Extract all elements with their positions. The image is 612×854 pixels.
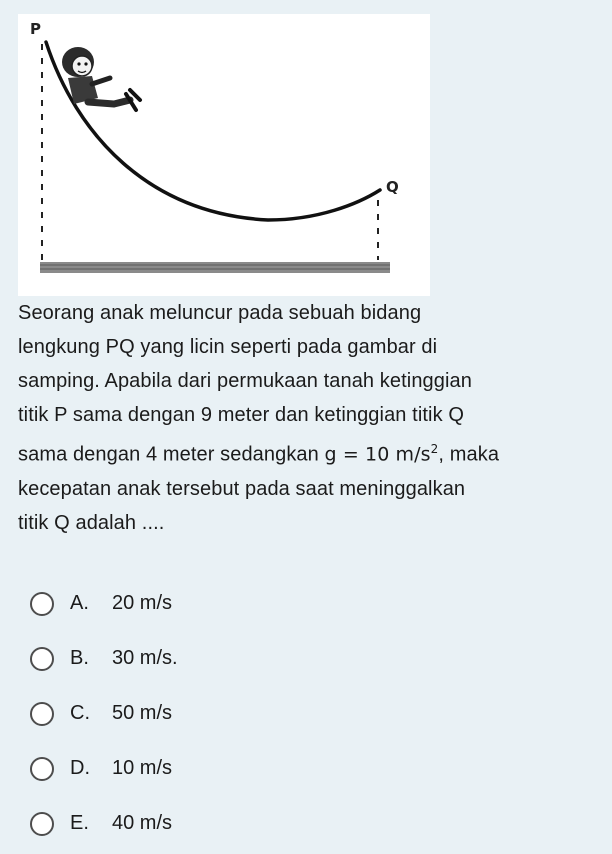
option-letter: B.	[70, 647, 89, 669]
option-text: 10 m/s	[112, 757, 173, 779]
option-c[interactable]	[30, 686, 590, 741]
physics-figure	[18, 14, 430, 296]
question-line-5-end: , maka	[438, 443, 500, 466]
question-line-2: lengkung PQ yang licin seperti pada gambar di	[18, 336, 438, 358]
label-p: P	[30, 20, 41, 38]
option-letter: D.	[70, 757, 90, 779]
child-sliding-icon	[62, 47, 140, 110]
option-a[interactable]	[30, 576, 590, 631]
question-line-1: Seorang anak meluncur pada sebuah bidang	[18, 302, 422, 324]
question-text	[18, 296, 604, 540]
option-e[interactable]	[30, 796, 590, 851]
curved-track-pq	[46, 42, 380, 220]
option-b[interactable]	[30, 631, 590, 686]
question-line-7: titik Q adalah ....	[18, 511, 165, 534]
question-line-3: samping. Apabila dari permukaan tanah ketinggian	[18, 370, 472, 392]
question-line-6: kecepatan anak tersebut pada saat meninggalkan	[18, 477, 466, 500]
option-letter: C.	[70, 702, 90, 724]
label-q: Q	[386, 178, 399, 196]
radio-icon[interactable]	[30, 647, 54, 671]
math-equals: =	[336, 443, 366, 466]
radio-icon[interactable]	[30, 812, 54, 836]
radio-icon[interactable]	[30, 757, 54, 781]
option-letter: A.	[70, 592, 89, 614]
slide-diagram	[18, 14, 430, 296]
radio-icon[interactable]	[30, 592, 54, 616]
ground-surface	[40, 262, 390, 273]
math-unit: m/s	[389, 443, 431, 466]
option-letter: E.	[70, 812, 89, 834]
math-g: g	[324, 443, 337, 466]
option-text: 30 m/s.	[112, 647, 178, 669]
question-line-4: titik P sama dengan 9 meter dan ketinggian titik Q	[18, 404, 464, 426]
option-text: 50 m/s	[112, 702, 173, 724]
math-value: 10	[365, 443, 390, 466]
radio-icon[interactable]	[30, 702, 54, 726]
question-line-5-start: sama dengan 4 meter sedangkan	[18, 443, 325, 466]
option-text: 40 m/s	[112, 812, 173, 834]
answer-options	[30, 576, 590, 851]
math-exponent: 2	[430, 442, 439, 456]
option-text: 20 m/s	[112, 592, 173, 614]
option-d[interactable]	[30, 741, 590, 796]
